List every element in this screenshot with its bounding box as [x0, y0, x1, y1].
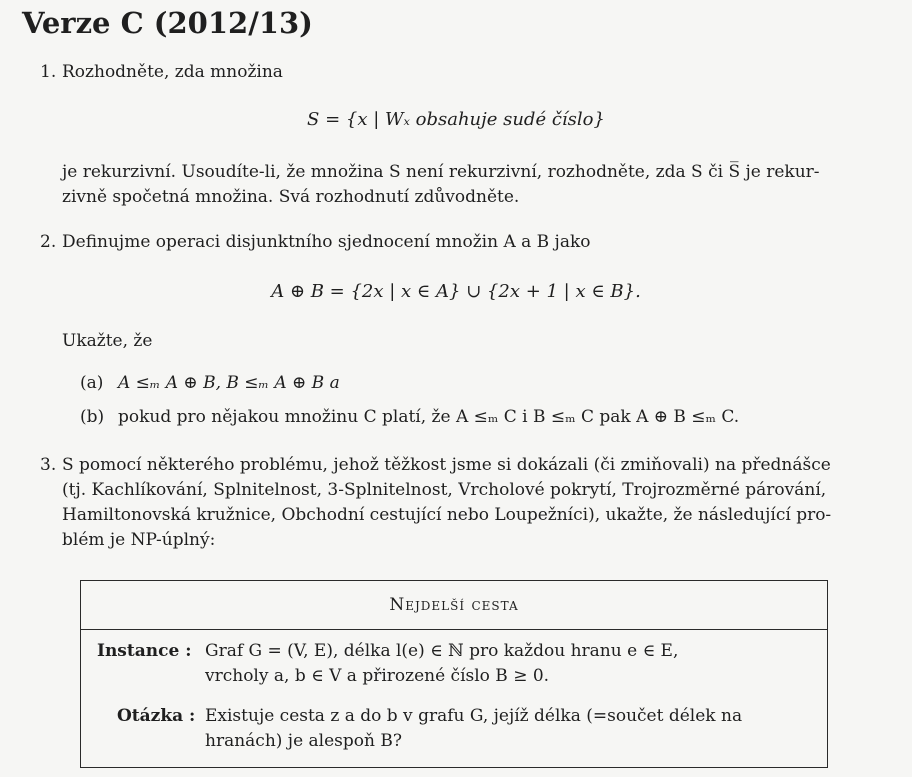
instance-text-line1: Graf G = (V, E), délka l(e) ∈ ℕ pro každou hranu e ∈ E, [205, 641, 679, 661]
q3-text-line3: Hamiltonovská kružnice, Obchodní cestující nebo Loupežníci), ukažte, že následující pro- [62, 505, 832, 525]
q2-show: Ukažte, že [62, 331, 153, 351]
instance-label: Instance : [97, 641, 192, 661]
q2-b-text: pokud pro nějakou množinu C platí, že A ≤ₘ C i B ≤ₘ C pak A ⊕ B ≤ₘ C. [118, 407, 740, 427]
q2-number: 2. [40, 232, 57, 252]
q2-a-label: (a) [80, 373, 104, 393]
q1-formula: S = {x | Wₓ obsahuje sudé číslo} [307, 109, 605, 130]
question-label: Otázka : [117, 706, 196, 726]
q3-number: 3. [40, 455, 57, 475]
q3-text-line2: (tj. Kachlíkování, Splnitelnost, 3-Splnitelnost, Vrcholové pokrytí, Trojrozměrné párování, [62, 480, 827, 500]
page-title: Verze C (2012/13) [22, 6, 313, 40]
question-text-line1: Existuje cesta z a do b v grafu G, jejíž délka (=součet délek na [205, 706, 743, 726]
q3-text-line4: blém je NP-úplný: [62, 530, 216, 550]
q2-intro: Definujme operaci disjunktního sjednocení množin A a B jako [62, 232, 591, 252]
q1-number: 1. [40, 62, 57, 82]
q3-text-line1: S pomocí některého problému, jehož těžkost jsme si dokázali (či zmiňovali) na přednášce [62, 455, 831, 475]
q1-text-line1: je rekurzivní. Usoudíte-li, že množina S není rekurzivní, rozhodněte, zda S či S̅ je rekur- [62, 162, 820, 182]
q2-b-label: (b) [80, 407, 105, 427]
q2-formula: A ⊕ B = {2x | x ∈ A} ∪ {2x + 1 | x ∈ B}. [271, 281, 641, 302]
instance-text-line2: vrcholy a, b ∈ V a přirozené číslo B ≥ 0. [205, 666, 550, 686]
q2-a-text: A ≤ₘ A ⊕ B, B ≤ₘ A ⊕ B a [118, 373, 340, 393]
q1-text-line2: zivně spočetná množina. Svá rozhodnutí zdůvodněte. [62, 187, 520, 207]
q1-intro: Rozhodněte, zda množina [62, 62, 283, 82]
problem-name [81, 581, 827, 630]
question-text-line2: hranách) je alespoň B? [205, 731, 402, 751]
problem-name-text: Nejdelší cesta [389, 595, 519, 615]
problem-box [80, 580, 828, 768]
